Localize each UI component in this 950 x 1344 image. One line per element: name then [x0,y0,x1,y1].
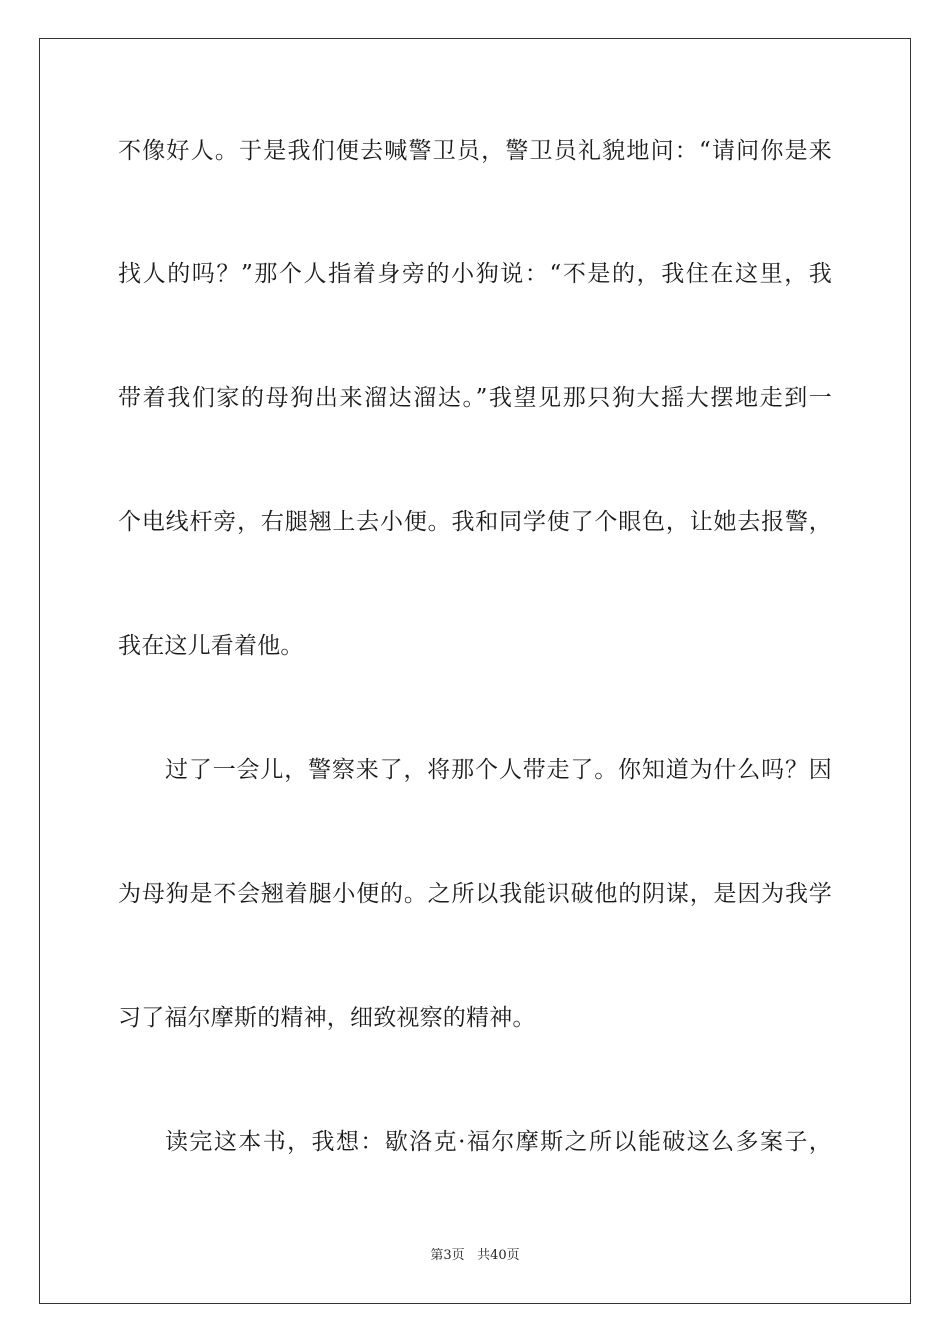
text-line-5: 我在这儿看着他。 [118,633,304,659]
text-line-8: 习了福尔摩斯的精神，细致视察的精神。 [118,1005,536,1031]
text-line-4: 个电线杆旁，右腿翘上去小便。我和同学使了个眼色，让她去报警， [118,509,832,535]
text-line-2: 找人的吗？”那个人指着身旁的小狗说：“不是的，我住在这里，我 [118,261,832,287]
text-line-7: 为母狗是不会翘着腿小便的。之所以我能识破他的阴谋，是因为我学 [118,881,832,907]
text-line-1: 不像好人。于是我们便去喊警卫员，警卫员礼貌地问：“请问你是来 [118,138,832,164]
page-number: 第3页 [430,1248,465,1263]
paragraph-start-line-6: 过了一会儿，警察来了，将那个人带走了。你知道为什么吗？因 [165,757,832,783]
text-line-3: 带着我们家的母狗出来溜达溜达。”我望见那只狗大摇大摆地走到一 [118,385,832,411]
page-border [39,38,911,1304]
page-total: 共40页 [477,1248,520,1263]
paragraph-start-line-9: 读完这本书，我想：歇洛克·福尔摩斯之所以能破这么多案子， [165,1129,832,1155]
page-footer [0,1247,950,1265]
